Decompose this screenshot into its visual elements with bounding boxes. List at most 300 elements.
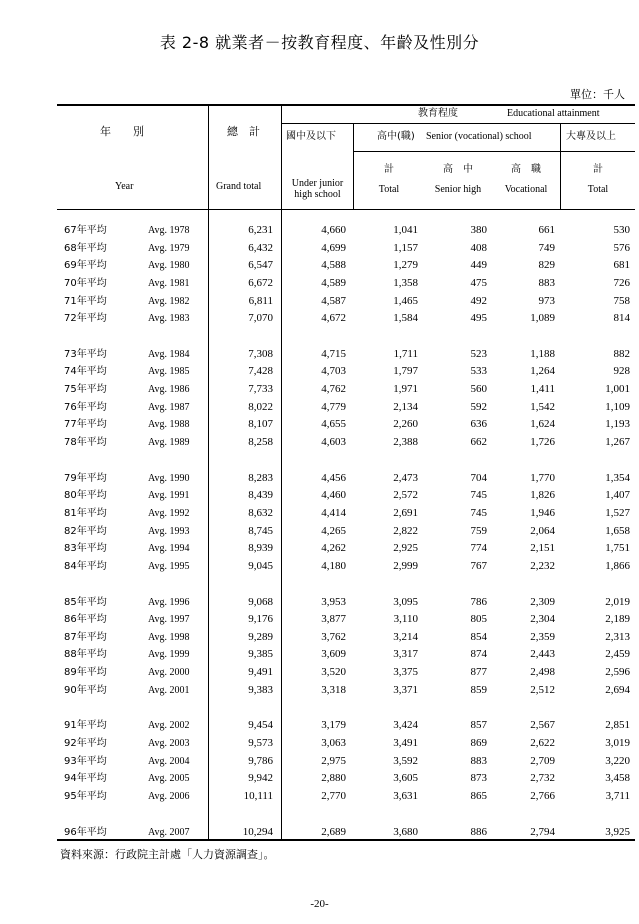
cell-avg: Avg. 1995 xyxy=(148,560,190,572)
cell-total: 9,385 xyxy=(248,648,273,661)
cell-senior-total: 3,424 xyxy=(393,719,418,732)
cell-vocational: 2,064 xyxy=(530,524,555,537)
cell-senior-high: 492 xyxy=(470,294,487,307)
cell-total: 8,632 xyxy=(248,506,273,519)
cell-senior-total: 2,925 xyxy=(393,542,418,555)
table-row xyxy=(0,735,639,753)
cell-junior: 4,265 xyxy=(321,524,346,537)
table-row xyxy=(0,824,639,842)
cell-total: 9,176 xyxy=(248,613,273,626)
cell-senior-high: 408 xyxy=(470,241,487,254)
cell-year: 79年平均 xyxy=(64,472,107,484)
cell-total: 10,111 xyxy=(243,789,273,802)
cell-junior: 3,318 xyxy=(321,683,346,696)
table-row xyxy=(0,646,639,664)
cell-senior-high: 523 xyxy=(470,347,487,360)
cell-year: 71年平均 xyxy=(64,295,107,307)
edu-header-zh: 教育程度 xyxy=(418,108,458,119)
cell-avg: Avg. 1981 xyxy=(148,277,190,289)
sub-voc-header-zh: 高 職 xyxy=(511,164,541,175)
senior-subgroup-rule xyxy=(354,151,560,152)
cell-senior-high: 560 xyxy=(470,383,487,396)
unit-label: 單位：千人 xyxy=(570,88,625,101)
junior-header-en-1: Under junior xyxy=(291,178,344,189)
cell-vocational: 1,188 xyxy=(530,347,555,360)
cell-senior-total: 2,822 xyxy=(393,524,418,537)
cell-senior-total: 3,491 xyxy=(393,737,418,750)
table-row xyxy=(0,470,639,488)
cell-college: 1,354 xyxy=(605,471,630,484)
table-row xyxy=(0,346,639,364)
cell-year: 78年平均 xyxy=(64,437,107,449)
cell-senior-total: 3,680 xyxy=(393,825,418,838)
cell-vocational: 1,624 xyxy=(530,418,555,431)
cell-vocational: 2,794 xyxy=(530,825,555,838)
table-row xyxy=(0,257,639,275)
table-row xyxy=(0,293,639,311)
cell-year: 67年平均 xyxy=(64,225,107,236)
cell-junior: 3,609 xyxy=(321,648,346,661)
table-row xyxy=(0,558,639,576)
cell-senior-high: 449 xyxy=(470,259,487,272)
cell-year: 85年平均 xyxy=(64,596,107,608)
table-row xyxy=(0,399,639,417)
cell-total: 9,573 xyxy=(248,737,273,750)
cell-junior: 3,877 xyxy=(321,613,346,626)
cell-senior-total: 1,279 xyxy=(393,259,418,272)
table-row xyxy=(0,505,639,523)
cell-vocational: 2,512 xyxy=(530,683,555,696)
cell-total: 9,068 xyxy=(248,595,273,608)
cell-total: 9,454 xyxy=(248,719,273,732)
cell-vocational: 2,304 xyxy=(530,613,555,626)
edu-group-rule xyxy=(282,123,635,124)
cell-vocational: 749 xyxy=(538,241,555,254)
cell-avg: Avg. 1979 xyxy=(148,242,190,254)
cell-college: 3,019 xyxy=(605,737,630,750)
cell-year: 88年平均 xyxy=(64,649,107,661)
cell-vocational: 2,709 xyxy=(530,754,555,767)
cell-senior-high: 636 xyxy=(470,418,487,431)
cell-senior-high: 869 xyxy=(470,737,487,750)
table-row xyxy=(0,594,639,612)
cell-total: 8,022 xyxy=(248,400,273,413)
cell-year: 92年平均 xyxy=(64,738,107,750)
cell-senior-high: 874 xyxy=(470,648,487,661)
cell-total: 6,672 xyxy=(248,276,273,289)
cell-senior-total: 3,375 xyxy=(393,666,418,679)
total-header-en: Grand total xyxy=(216,181,262,192)
cell-college: 3,220 xyxy=(605,754,630,767)
cell-vocational: 661 xyxy=(538,224,555,236)
cell-vocational: 1,946 xyxy=(530,506,555,519)
cell-vocational: 1,542 xyxy=(530,400,555,413)
cell-senior-high: 745 xyxy=(470,489,487,502)
table-row xyxy=(0,717,639,735)
cell-junior: 2,689 xyxy=(321,825,346,838)
table-row xyxy=(0,381,639,399)
cell-senior-total: 3,605 xyxy=(393,772,418,785)
table-top-rule xyxy=(57,104,635,106)
cell-year: 70年平均 xyxy=(64,277,107,289)
cell-senior-total: 2,999 xyxy=(393,559,418,572)
cell-total: 9,045 xyxy=(248,559,273,572)
edu-header-en: Educational attainment xyxy=(507,108,600,119)
cell-college: 814 xyxy=(613,312,630,325)
cell-college: 1,658 xyxy=(605,524,630,537)
cell-college: 1,527 xyxy=(605,506,630,519)
cell-senior-total: 1,797 xyxy=(393,365,418,378)
cell-junior: 4,460 xyxy=(321,489,346,502)
cell-year: 69年平均 xyxy=(64,260,107,272)
cell-total: 8,745 xyxy=(248,524,273,537)
cell-senior-high: 859 xyxy=(470,683,487,696)
cell-senior-total: 1,465 xyxy=(393,294,418,307)
cell-college: 2,313 xyxy=(605,630,630,643)
cell-vocational: 2,443 xyxy=(530,648,555,661)
cell-year: 82年平均 xyxy=(64,525,107,537)
cell-college: 1,001 xyxy=(605,383,630,396)
cell-vocational: 1,089 xyxy=(530,312,555,325)
cell-college: 1,866 xyxy=(605,559,630,572)
cell-vocational: 2,151 xyxy=(530,542,555,555)
cell-year: 96年平均 xyxy=(64,826,107,838)
cell-avg: Avg. 2003 xyxy=(148,738,190,750)
cell-avg: Avg. 1998 xyxy=(148,631,190,643)
cell-senior-total: 1,711 xyxy=(393,347,418,360)
total-header-zh: 總 計 xyxy=(227,125,260,138)
cell-vocational: 2,622 xyxy=(530,737,555,750)
senior-group-header-en: Senior (vocational) school xyxy=(426,131,532,142)
cell-college: 2,596 xyxy=(605,666,630,679)
table-row xyxy=(0,788,639,806)
cell-junior: 2,975 xyxy=(321,754,346,767)
cell-total: 7,733 xyxy=(248,383,273,396)
cell-year: 84年平均 xyxy=(64,560,107,572)
cell-total: 6,432 xyxy=(248,241,273,254)
cell-college: 2,019 xyxy=(605,595,630,608)
cell-college: 726 xyxy=(613,276,630,289)
cell-total: 7,428 xyxy=(248,365,273,378)
cell-junior: 2,770 xyxy=(321,789,346,802)
cell-vocational: 883 xyxy=(538,276,555,289)
cell-senior-high: 704 xyxy=(470,471,487,484)
cell-avg: Avg. 1999 xyxy=(148,649,190,661)
cell-junior: 3,953 xyxy=(321,595,346,608)
cell-vocational: 1,264 xyxy=(530,365,555,378)
cell-college: 530 xyxy=(613,224,630,236)
sub-senior-header-en: Senior high xyxy=(434,184,482,195)
cell-junior: 4,715 xyxy=(321,347,346,360)
cell-college: 2,851 xyxy=(605,719,630,732)
cell-total: 8,258 xyxy=(248,436,273,449)
cell-vocational: 1,770 xyxy=(530,471,555,484)
cell-year: 68年平均 xyxy=(64,242,107,254)
cell-junior: 3,762 xyxy=(321,630,346,643)
cell-senior-total: 2,388 xyxy=(393,436,418,449)
sub-voc-header-en: Vocational xyxy=(504,184,548,195)
table-row xyxy=(0,363,639,381)
cell-avg: Avg. 2004 xyxy=(148,755,190,767)
cell-senior-total: 3,371 xyxy=(393,683,418,696)
sub-total-header-zh: 計 xyxy=(384,164,394,175)
cell-college: 681 xyxy=(613,259,630,272)
cell-avg: Avg. 1978 xyxy=(148,225,190,236)
table-row xyxy=(0,682,639,700)
cell-total: 9,942 xyxy=(248,772,273,785)
cell-vocational: 1,726 xyxy=(530,436,555,449)
cell-total: 6,547 xyxy=(248,259,273,272)
cell-senior-high: 774 xyxy=(470,542,487,555)
cell-junior: 4,779 xyxy=(321,400,346,413)
cell-year: 76年平均 xyxy=(64,401,107,413)
cell-senior-total: 2,473 xyxy=(393,471,418,484)
cell-junior: 4,660 xyxy=(321,224,346,236)
cell-vocational: 2,498 xyxy=(530,666,555,679)
cell-junior: 4,703 xyxy=(321,365,346,378)
cell-avg: Avg. 2000 xyxy=(148,667,190,679)
cell-total: 8,939 xyxy=(248,542,273,555)
cell-junior: 4,587 xyxy=(321,294,346,307)
cell-college: 1,751 xyxy=(605,542,630,555)
cell-senior-high: 865 xyxy=(470,789,487,802)
cell-year: 87年平均 xyxy=(64,631,107,643)
cell-avg: Avg. 2005 xyxy=(148,773,190,785)
cell-avg: Avg. 1993 xyxy=(148,525,190,537)
cell-avg: Avg. 1987 xyxy=(148,401,190,413)
cell-year: 75年平均 xyxy=(64,384,107,396)
cell-college: 2,189 xyxy=(605,613,630,626)
cell-senior-total: 3,110 xyxy=(393,613,418,626)
cell-vocational: 2,232 xyxy=(530,559,555,572)
cell-junior: 4,603 xyxy=(321,436,346,449)
table-row xyxy=(0,434,639,452)
table-row xyxy=(0,310,639,328)
cell-college: 1,109 xyxy=(605,400,630,413)
cell-senior-high: 883 xyxy=(470,754,487,767)
cell-junior: 3,179 xyxy=(321,719,346,732)
cell-year: 89年平均 xyxy=(64,667,107,679)
cell-senior-high: 495 xyxy=(470,312,487,325)
senior-group-header-zh: 高中(職) xyxy=(377,131,415,142)
cell-junior: 4,262 xyxy=(321,542,346,555)
cell-senior-total: 3,592 xyxy=(393,754,418,767)
cell-avg: Avg. 1989 xyxy=(148,437,190,449)
cell-year: 86年平均 xyxy=(64,614,107,626)
cell-year: 72年平均 xyxy=(64,313,107,325)
sub-senior-header-zh: 高 中 xyxy=(443,164,473,175)
cell-year: 83年平均 xyxy=(64,543,107,555)
table-row xyxy=(0,770,639,788)
cell-junior: 4,180 xyxy=(321,559,346,572)
cell-avg: Avg. 1988 xyxy=(148,419,190,431)
cell-avg: Avg. 1994 xyxy=(148,543,190,555)
cell-senior-high: 786 xyxy=(470,595,487,608)
cell-avg: Avg. 1982 xyxy=(148,295,190,307)
junior-header-zh: 國中及以下 xyxy=(286,131,336,142)
table-row xyxy=(0,222,639,240)
cell-college: 928 xyxy=(613,365,630,378)
junior-header-en-2: high school xyxy=(294,189,341,200)
cell-college: 1,193 xyxy=(605,418,630,431)
cell-senior-high: 759 xyxy=(470,524,487,537)
cell-year: 94年平均 xyxy=(64,773,107,785)
cell-total: 8,439 xyxy=(248,489,273,502)
cell-senior-total: 3,317 xyxy=(393,648,418,661)
cell-junior: 4,588 xyxy=(321,259,346,272)
cell-avg: Avg. 2002 xyxy=(148,720,190,732)
page-number: -20- xyxy=(310,898,329,910)
cell-year: 73年平均 xyxy=(64,348,107,360)
cell-senior-high: 745 xyxy=(470,506,487,519)
cell-avg: Avg. 2006 xyxy=(148,790,190,802)
cell-vocational: 2,567 xyxy=(530,719,555,732)
table-row xyxy=(0,487,639,505)
table-row xyxy=(0,540,639,558)
cell-college: 576 xyxy=(613,241,630,254)
cell-total: 8,107 xyxy=(248,418,273,431)
cell-avg: Avg. 1996 xyxy=(148,596,190,608)
table-row xyxy=(0,240,639,258)
cell-senior-total: 1,358 xyxy=(393,276,418,289)
table-row xyxy=(0,523,639,541)
cell-senior-high: 533 xyxy=(470,365,487,378)
sub-college-total-header-en: Total xyxy=(587,184,609,195)
cell-senior-high: 475 xyxy=(470,276,487,289)
cell-college: 1,407 xyxy=(605,489,630,502)
table-body xyxy=(0,222,639,841)
cell-senior-high: 662 xyxy=(470,436,487,449)
college-header-zh: 大專及以上 xyxy=(566,131,616,142)
sub-total-header-en: Total xyxy=(378,184,400,195)
table-row xyxy=(0,753,639,771)
source-note: 資料來源：行政院主計處「人力資源調查」。 xyxy=(60,848,275,861)
cell-avg: Avg. 1986 xyxy=(148,384,190,396)
cell-avg: Avg. 1980 xyxy=(148,260,190,272)
cell-college: 3,458 xyxy=(605,772,630,785)
cell-junior: 4,414 xyxy=(321,506,346,519)
cell-senior-total: 2,134 xyxy=(393,400,418,413)
cell-year: 81年平均 xyxy=(64,507,107,519)
cell-total: 7,070 xyxy=(248,312,273,325)
cell-junior: 4,762 xyxy=(321,383,346,396)
cell-total: 8,283 xyxy=(248,471,273,484)
table-row xyxy=(0,416,639,434)
cell-avg: Avg. 2007 xyxy=(148,826,190,838)
table-row xyxy=(0,275,639,293)
cell-senior-total: 2,260 xyxy=(393,418,418,431)
cell-year: 90年平均 xyxy=(64,684,107,696)
cell-senior-high: 886 xyxy=(470,825,487,838)
cell-junior: 4,589 xyxy=(321,276,346,289)
college-subgroup-rule xyxy=(561,151,635,152)
year-header-zh: 年 別 xyxy=(100,125,144,138)
cell-senior-high: 380 xyxy=(470,224,487,236)
cell-junior: 3,063 xyxy=(321,737,346,750)
cell-college: 1,267 xyxy=(605,436,630,449)
cell-vocational: 2,309 xyxy=(530,595,555,608)
table-row xyxy=(0,629,639,647)
sub-college-total-header-zh: 計 xyxy=(593,164,603,175)
cell-avg: Avg. 1983 xyxy=(148,313,190,325)
cell-college: 3,925 xyxy=(605,825,630,838)
cell-vocational: 2,732 xyxy=(530,772,555,785)
cell-senior-high: 877 xyxy=(470,666,487,679)
cell-avg: Avg. 1991 xyxy=(148,490,190,502)
cell-senior-high: 592 xyxy=(470,400,487,413)
cell-year: 91年平均 xyxy=(64,720,107,732)
cell-junior: 4,655 xyxy=(321,418,346,431)
cell-college: 758 xyxy=(613,294,630,307)
cell-senior-total: 3,631 xyxy=(393,789,418,802)
year-header-en: Year xyxy=(115,181,134,192)
cell-senior-total: 1,584 xyxy=(393,312,418,325)
cell-college: 2,694 xyxy=(605,683,630,696)
cell-junior: 4,456 xyxy=(321,471,346,484)
cell-vocational: 2,766 xyxy=(530,789,555,802)
cell-total: 6,231 xyxy=(248,224,273,236)
table-row xyxy=(0,611,639,629)
cell-avg: Avg. 1997 xyxy=(148,614,190,626)
cell-senior-total: 2,691 xyxy=(393,506,418,519)
cell-vocational: 1,826 xyxy=(530,489,555,502)
cell-senior-high: 857 xyxy=(470,719,487,732)
table-row xyxy=(0,664,639,682)
cell-junior: 4,699 xyxy=(321,241,346,254)
cell-senior-total: 1,971 xyxy=(393,383,418,396)
cell-college: 2,459 xyxy=(605,648,630,661)
cell-total: 7,308 xyxy=(248,347,273,360)
header-bottom-rule xyxy=(57,209,635,210)
cell-college: 882 xyxy=(613,347,630,360)
cell-junior: 4,672 xyxy=(321,312,346,325)
cell-avg: Avg. 1984 xyxy=(148,348,190,360)
cell-college: 3,711 xyxy=(605,789,630,802)
cell-avg: Avg. 1990 xyxy=(148,472,190,484)
cell-avg: Avg. 1985 xyxy=(148,366,190,378)
cell-total: 9,491 xyxy=(248,666,273,679)
page-title: 表 2-8 就業者－按教育程度、年齡及性別分 xyxy=(159,33,480,52)
cell-senior-total: 3,095 xyxy=(393,595,418,608)
cell-year: 77年平均 xyxy=(64,419,107,431)
cell-vocational: 829 xyxy=(538,259,555,272)
cell-vocational: 2,359 xyxy=(530,630,555,643)
cell-avg: Avg. 1992 xyxy=(148,507,190,519)
cell-year: 95年平均 xyxy=(64,790,107,802)
cell-total: 6,811 xyxy=(248,294,273,307)
cell-senior-total: 1,157 xyxy=(393,241,418,254)
cell-total: 9,289 xyxy=(248,630,273,643)
cell-senior-total: 2,572 xyxy=(393,489,418,502)
cell-total: 10,294 xyxy=(242,825,273,838)
cell-senior-high: 805 xyxy=(470,613,487,626)
cell-senior-high: 854 xyxy=(470,630,487,643)
cell-senior-total: 1,041 xyxy=(393,224,418,236)
cell-vocational: 973 xyxy=(538,294,555,307)
cell-vocational: 1,411 xyxy=(530,383,555,396)
cell-year: 74年平均 xyxy=(64,366,107,378)
cell-total: 9,786 xyxy=(248,754,273,767)
cell-junior: 2,880 xyxy=(321,772,346,785)
cell-senior-high: 767 xyxy=(470,559,487,572)
cell-senior-total: 3,214 xyxy=(393,630,418,643)
cell-avg: Avg. 2001 xyxy=(148,684,190,696)
cell-year: 80年平均 xyxy=(64,490,107,502)
cell-senior-high: 873 xyxy=(470,772,487,785)
cell-year: 93年平均 xyxy=(64,755,107,767)
cell-junior: 3,520 xyxy=(321,666,346,679)
cell-total: 9,383 xyxy=(248,683,273,696)
